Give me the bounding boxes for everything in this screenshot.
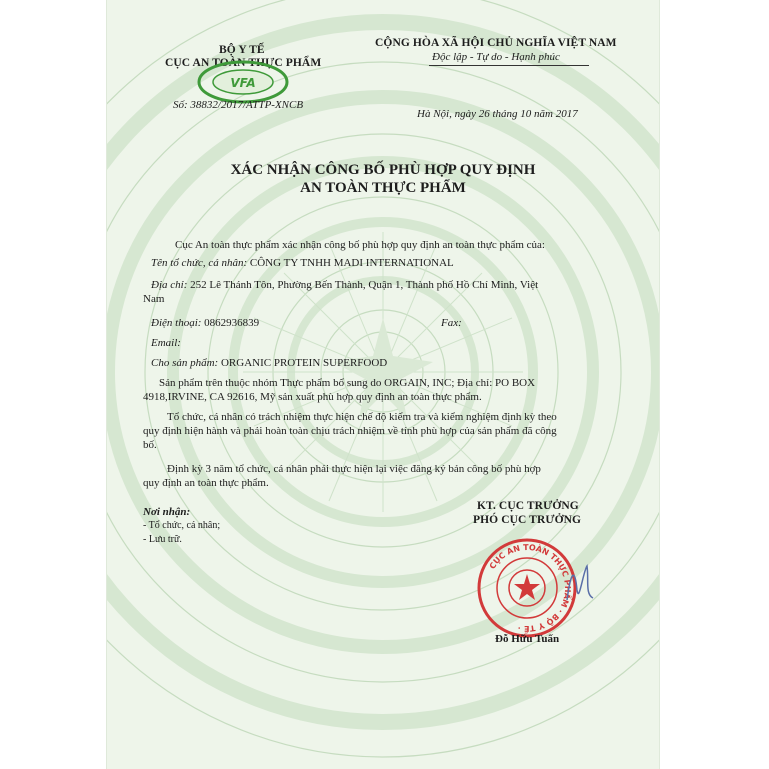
issue-date: Hà Nội, ngày 26 tháng 10 năm 2017 [417, 108, 578, 120]
nation-motto: Độc lập - Tự do - Hạnh phúc [432, 51, 560, 63]
handwritten-signature-icon [559, 560, 599, 610]
nation-name: CỘNG HÒA XÃ HỘI CHỦ NGHĨA VIỆT NAM [375, 37, 617, 49]
address-value-cont: Nam [143, 293, 165, 305]
svg-text:VFA: VFA [230, 76, 256, 90]
document-title-line1: XÁC NHẬN CÔNG BỐ PHÙ HỢP QUY ĐỊNH [230, 162, 536, 178]
paragraph-1-line-1: Sản phẩm trên thuộc nhóm Thực phẩm bổ sung do ORGAIN, INC; Địa chỉ: PO BOX [159, 377, 536, 389]
svg-text:CỤC AN TOÀN THỰC PHẨM · BỘ Y T: CỤC AN TOÀN THỰC PHẨM · BỘ Y TẾ · [487, 542, 573, 634]
ministry-name: BỘ Y TẾ [219, 44, 265, 56]
recipient-item-1: - Tổ chức, cá nhân; [143, 520, 221, 531]
paragraph-3-line-1: Định kỳ 3 năm tổ chức, cá nhân phải thực hiện lại việc đăng ký bản công bố phù hợp [167, 463, 541, 475]
paragraph-2-line-2: quy định hiện hành và phải hoàn toàn chịu trách nhiệm về tính phù hợp của sản phẩm đã công [143, 425, 557, 437]
phone-row [151, 316, 259, 330]
paragraph-2-line-3: bố. [143, 439, 157, 451]
signer-title-2: PHÓ CỤC TRƯỞNG [473, 514, 582, 526]
organization-row [151, 256, 454, 270]
paragraph-2-line-1: Tổ chức, cá nhân có trách nhiệm thực hiện chế độ kiểm tra và kiểm nghiệm định kỳ theo [167, 411, 557, 423]
address-label: Địa chỉ: [151, 279, 188, 291]
phone-label: Điện thoại: [151, 317, 202, 329]
organization-value: CÔNG TY TNHH MADI INTERNATIONAL [249, 257, 454, 269]
certificate-sheet [106, 0, 660, 769]
product-value: ORGANIC PROTEIN SUPERFOOD [220, 357, 388, 369]
address-row [151, 278, 538, 292]
signer-name: Đỗ Hữu Tuấn [495, 633, 560, 645]
document-title-line2: AN TOÀN THỰC PHẨM [300, 180, 466, 196]
paragraph-3-line-2: quy định an toàn thực phẩm. [143, 477, 269, 489]
motto-underline [429, 65, 589, 66]
organization-label: Tên tổ chức, cá nhân: [151, 257, 248, 269]
department-name: CỤC AN TOÀN THỰC PHẨM [165, 57, 322, 69]
signer-title-1: KT. CỤC TRƯỞNG [477, 500, 579, 512]
product-label: Cho sản phẩm: [151, 357, 219, 369]
reference-number: Số: 38832/2017/ATTP-XNCB [173, 99, 304, 111]
recipient-item-2: - Lưu trữ. [143, 534, 182, 545]
address-value: 252 Lê Thánh Tôn, Phường Bến Thành, Quận 1, Thành phố Hồ Chí Minh, Việt [190, 279, 539, 291]
product-row [151, 356, 387, 370]
intro-text: Cục An toàn thực phẩm xác nhận công bố phù hợp quy định an toàn thực phẩm của: [175, 239, 545, 251]
recipients-label: Nơi nhận: [143, 506, 191, 518]
paragraph-1-line-2: 4918,IRVINE, CA 92616, Mỹ sản xuất phù hợp quy định an toàn thực phẩm. [143, 391, 482, 403]
phone-value: 0862936839 [204, 317, 260, 329]
fax-label: Fax: [441, 317, 462, 329]
email-label: Email: [151, 337, 181, 349]
